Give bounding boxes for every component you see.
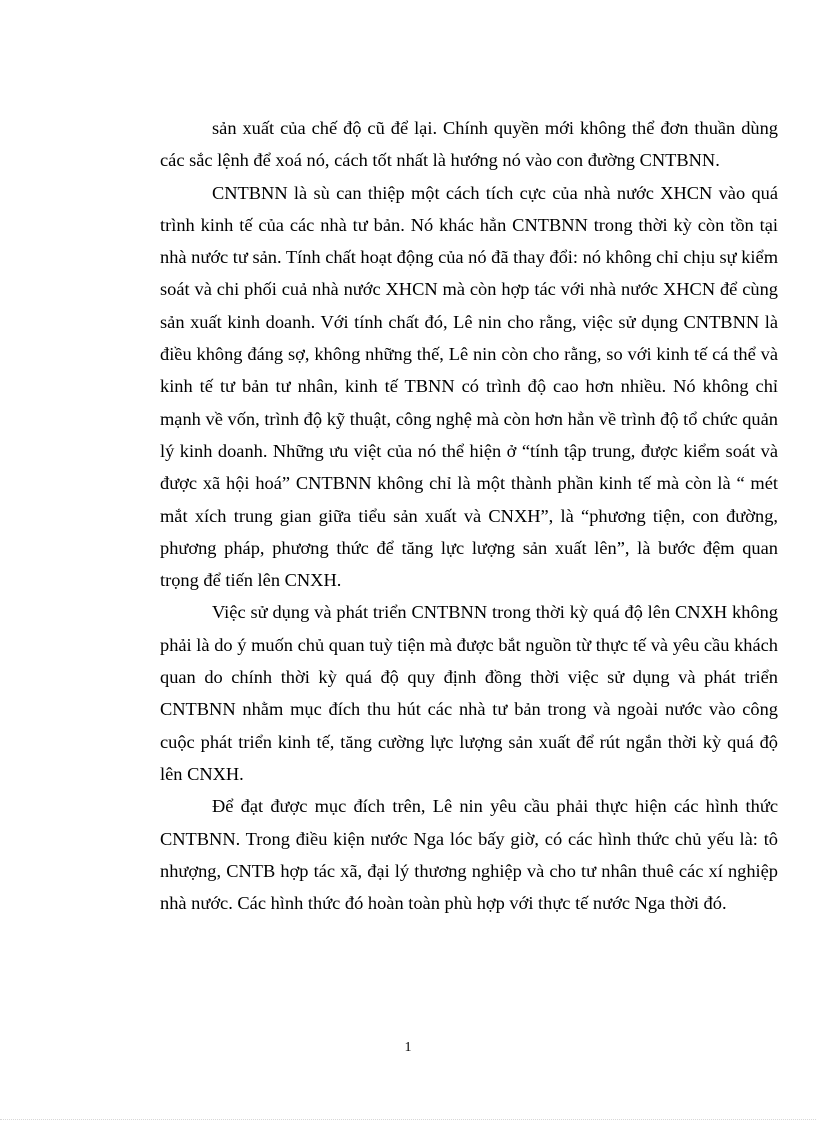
body-text bbox=[160, 112, 778, 919]
page-bottom-divider bbox=[0, 1119, 816, 1120]
paragraph-1: sản xuất của chế độ cũ để lại. Chính quyền mới không thể đơn thuần dùng các sắc lệnh để xoá nó, cách tốt nhất là hướng nó vào con đường CNTBNN. bbox=[160, 118, 778, 171]
page-number: 1 bbox=[404, 1040, 412, 1055]
paragraph-4: Để đạt được mục đích trên, Lê nin yêu cầu phải thực hiện các hình thức CNTBNN. Trong điều kiện nước Nga lóc bấy giờ, có các hình thức chủ yếu là: tô nhượng, CNTB hợp tác xã, đại lý thương nghiệp và cho tư nhân thuê các xí nghiệp nhà nước. Các hình thức đó hoàn toàn phù hợp với thực tế nước Nga thời đó. bbox=[160, 796, 778, 914]
paragraph-3: Việc sử dụng và phát triển CNTBNN trong thời kỳ quá độ lên CNXH không phải là do ý muốn chủ quan tuỳ tiện mà được bắt nguồn từ thực tế và yêu cầu khách quan do chính thời kỳ quá độ quy định đồng thời việc sử dụng và phát triển CNTBNN nhằm mục đích thu hút các nhà tư bản trong và ngoài nước vào công cuộc phát triển kinh tế, tăng cường lực lượng sản xuất để rút ngắn thời kỳ quá độ lên CNXH. bbox=[160, 602, 778, 784]
paragraph-2: CNTBNN là sù can thiệp một cách tích cực của nhà nước XHCN vào quá trình kinh tế của các nhà tư bản. Nó khác hẳn CNTBNN trong thời kỳ còn tồn tại nhà nước tư sản. Tính chất hoạt động của nó đã thay đổi: nó không chỉ chịu sự kiểm soát và chi phối cuả nhà nước XHCN mà còn hợp tác với nhà nước XHCN để cùng sản xuất kinh doanh. Với tính chất đó, Lê nin cho rằng, việc sử dụng CNTBNN là điều không đáng sợ, không những thế, Lê nin còn cho rằng, so với kinh tế cá thể và kinh tế tư bản tư nhân, kinh tế TBNN có trình độ cao hơn nhiều. Nó không chỉ mạnh về vốn, trình độ kỹ thuật, công nghệ mà còn hơn hẳn về trình độ tổ chức quản lý kinh doanh. Những ưu việt của nó thể hiện ở “tính tập trung, được kiểm soát và được xã hội hoá” CNTBNN không chỉ là một thành phần kinh tế mà còn là “ mét mắt xích trung gian giữa tiểu sản xuất và CNXH”, là “phương tiện, con đường, phương pháp, phương thức để tăng lực lượng sản xuất lên”, là bước đệm quan trọng để tiến lên CNXH. bbox=[160, 182, 778, 591]
